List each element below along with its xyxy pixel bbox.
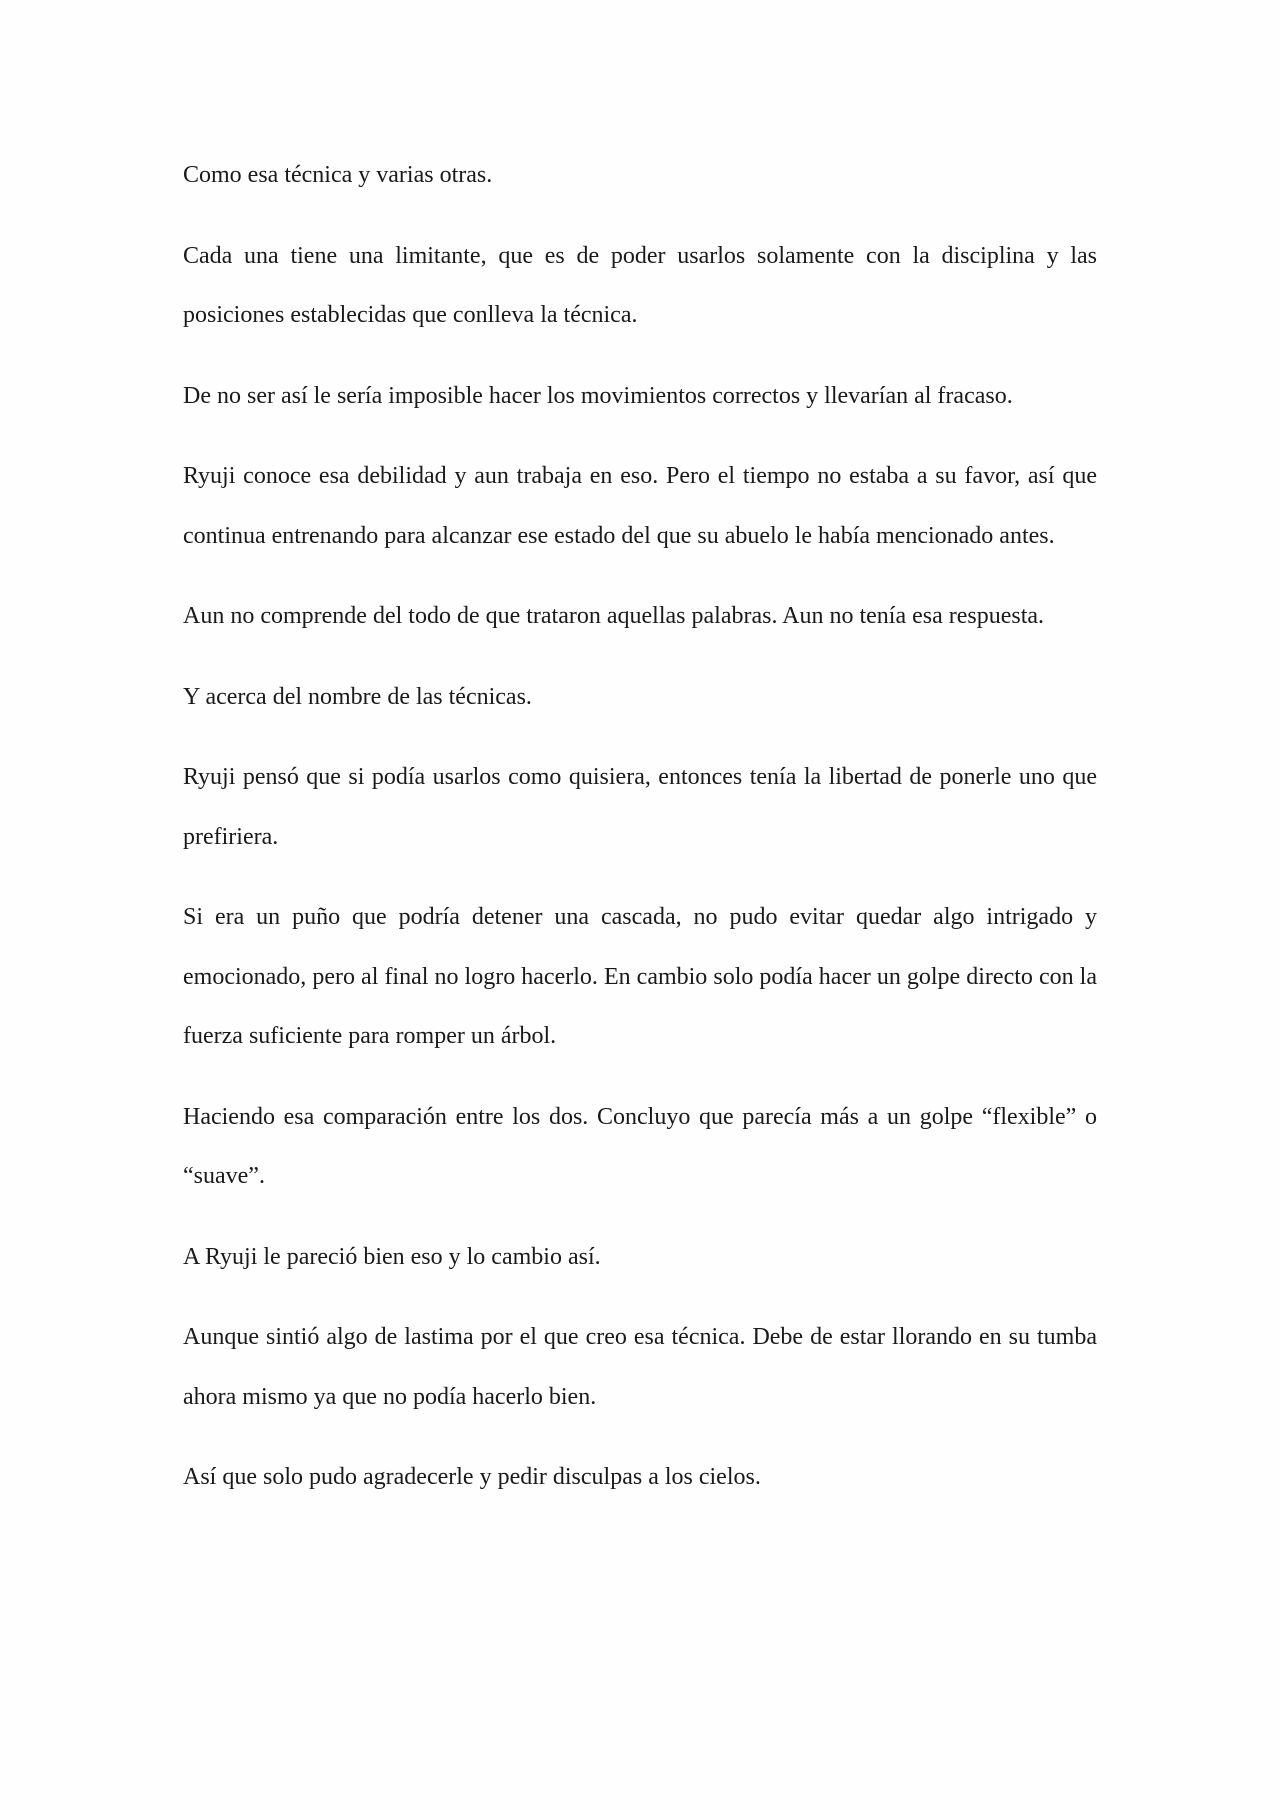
paragraph: Haciendo esa comparación entre los dos. Concluyo que parecía más a un golpe “flexible” o “suave”. — [183, 1103, 1097, 1189]
paragraph: Cada una tiene una limitante, que es de poder usarlos solamente con la disciplina y las posiciones establecidas que conlleva la técnica. — [183, 242, 1097, 328]
paragraph: Como esa técnica y varias otras. — [183, 162, 493, 188]
paragraph: Si era un puño que podría detener una cascada, no pudo evitar quedar algo intrigado y emocionado, pero al final no logro hacerlo. En cambio solo podía hacer un golpe directo con la fuerza suficiente para romper un árbol. — [183, 904, 1097, 1049]
paragraph: Ryuji conoce esa debilidad y aun trabaja en eso. Pero el tiempo no estaba a su favor, así que continua entrenando para alcanzar ese estado del que su abuelo le había mencionado antes. — [183, 463, 1097, 549]
paragraph: Y acerca del nombre de las técnicas. — [183, 683, 532, 710]
paragraph: Ryuji pensó que si podía usarlos como quisiera, entonces tenía la libertad de ponerle uno que prefiriera. — [183, 764, 1097, 850]
paragraph: Aun no comprende del todo de que trataron aquellas palabras. Aun no tenía esa respuesta. — [183, 603, 1045, 629]
paragraph: De no ser así le sería imposible hacer los movimientos correctos y llevarían al fracaso. — [183, 382, 1013, 409]
paragraph: Aunque sintió algo de lastima por el que creo esa técnica. Debe de estar llorando en su tumba ahora mismo ya que no podía hacerlo bien. — [183, 1324, 1097, 1410]
paragraph: Así que solo pudo agradecerle y pedir disculpas a los cielos. — [183, 1464, 761, 1490]
document-body — [183, 146, 1097, 1529]
paragraph: A Ryuji le pareció bien eso y lo cambio así. — [183, 1243, 601, 1270]
